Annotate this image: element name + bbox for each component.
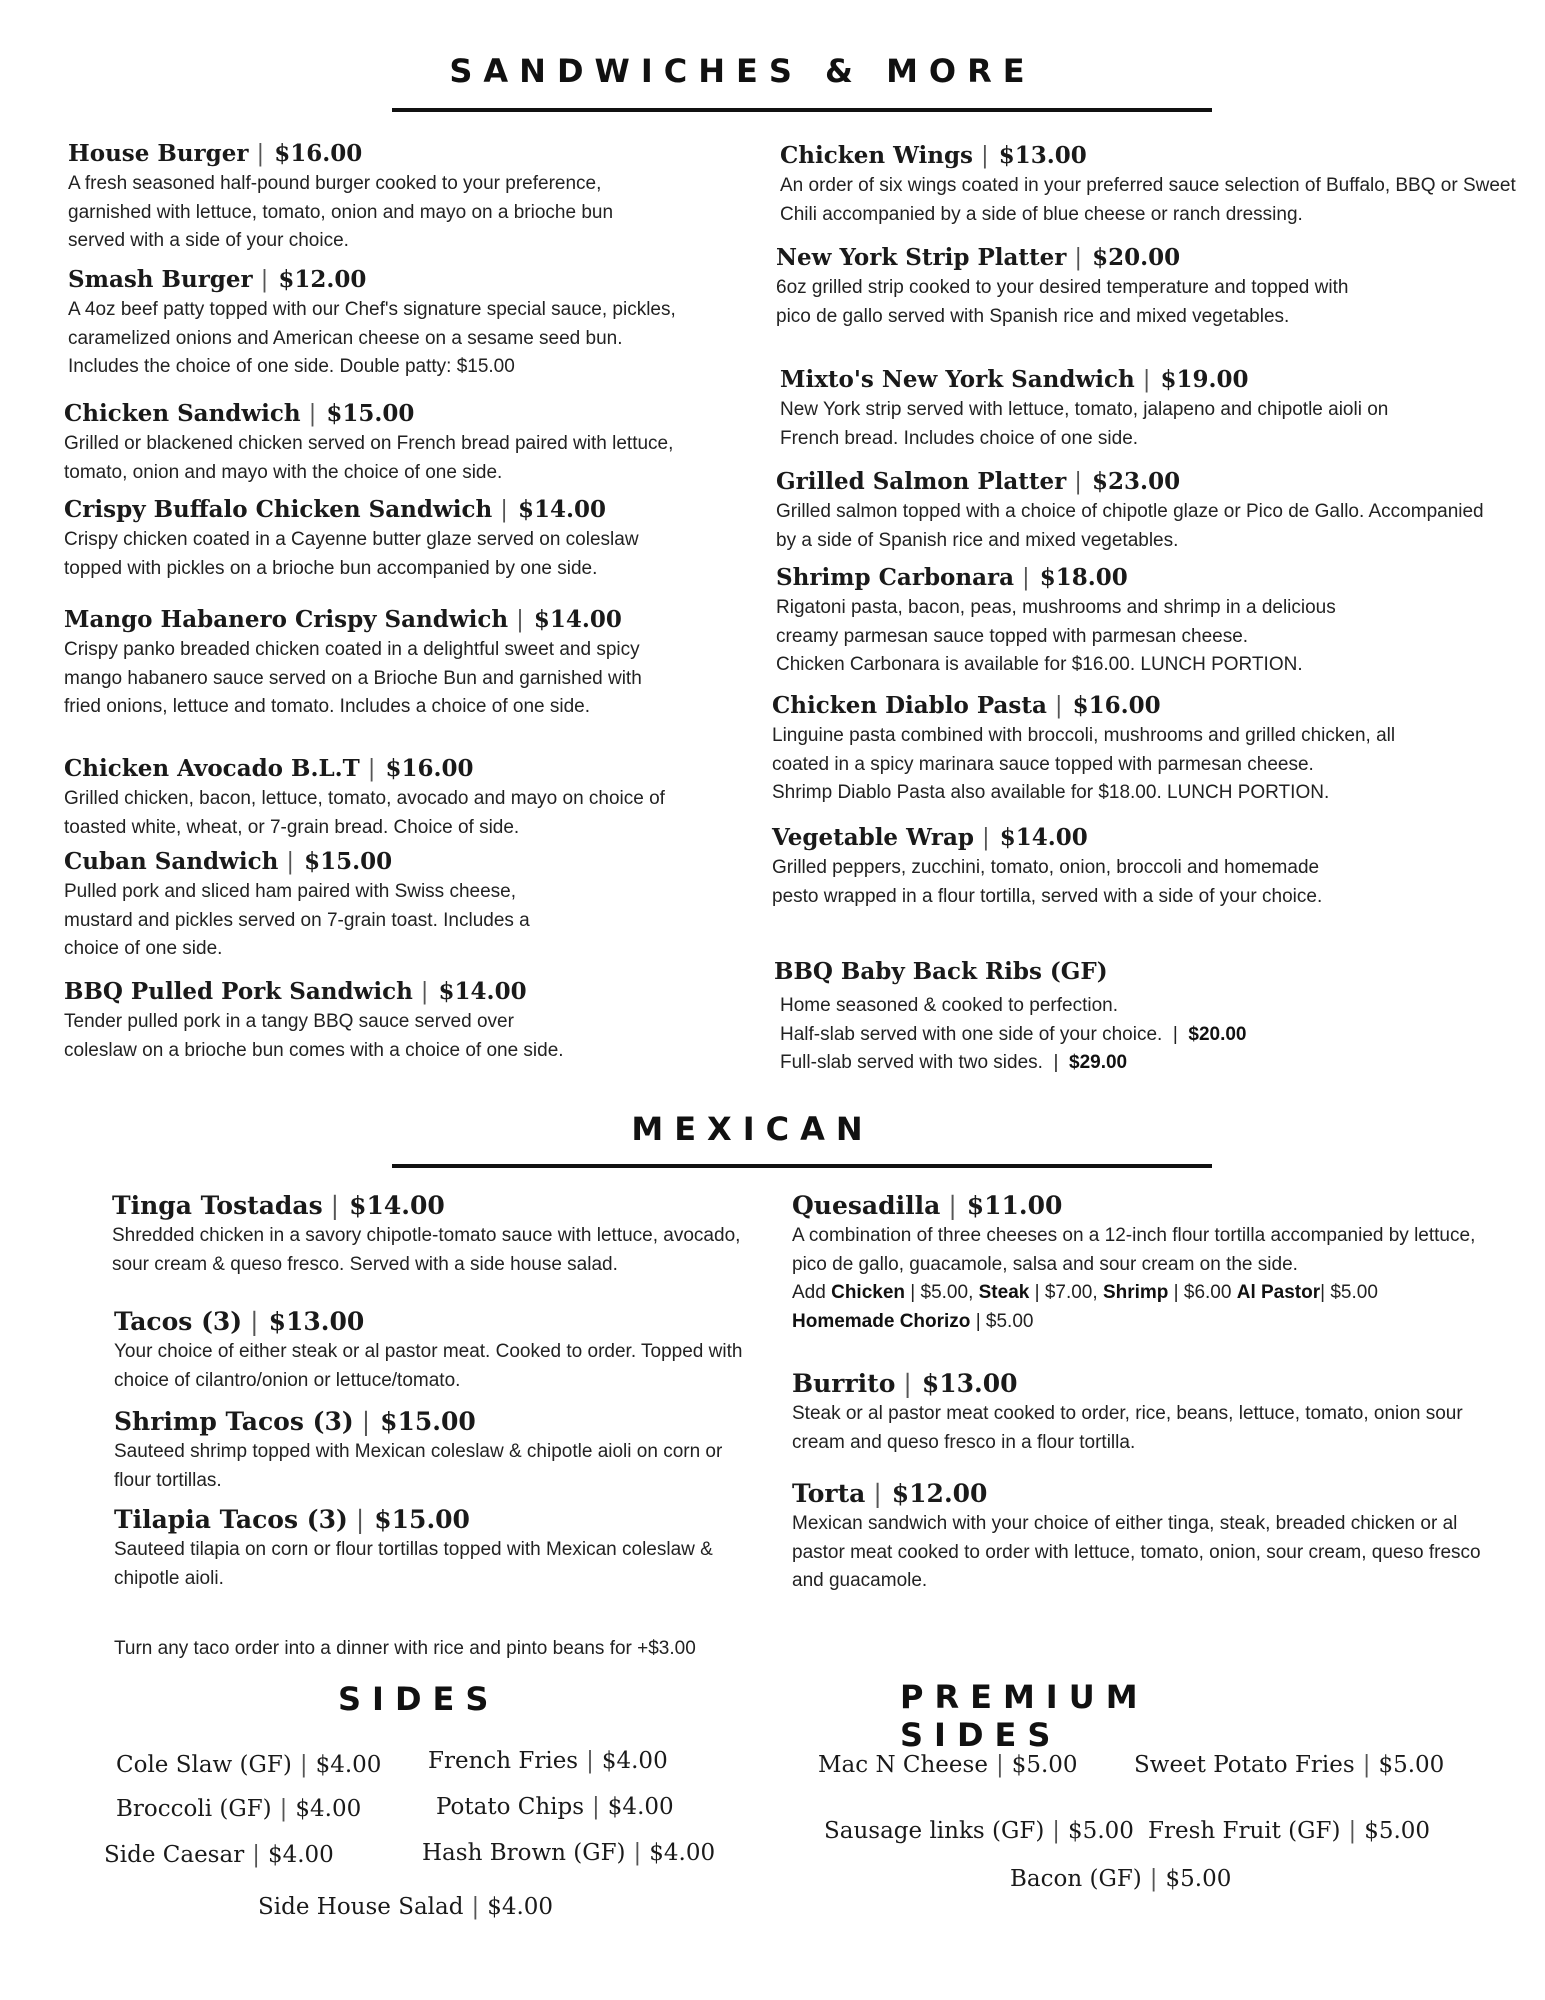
- item-price: $23.00: [1092, 468, 1181, 495]
- section-heading-mexican: MEXICAN: [631, 1110, 874, 1148]
- ribs-line-2: Half-slab served with one side of your choice. | $20.00: [780, 1023, 1247, 1045]
- menu-item-tacos: Tacos (3) | $13.00 Your choice of either steak or al pastor meat. Cooked to order. Topped with choice of cilantro/onion or lettuce/tomato.: [114, 1308, 764, 1395]
- item-name: Chicken Diablo Pasta: [772, 692, 1047, 719]
- section-divider: [392, 1164, 1212, 1168]
- item-price: $12.00: [891, 1479, 988, 1508]
- item-variant-note: Chicken Carbonara is available for $16.00. LUNCH PORTION.: [776, 654, 1303, 675]
- item-price: $15.00: [374, 1505, 470, 1534]
- item-description: Pulled pork and sliced ham paired with Swiss cheese, mustard and pickles served on 7-grain toast. Includes a choice of one side.: [64, 881, 530, 959]
- item-price: $15.00: [326, 400, 415, 427]
- item-price: $12.00: [278, 266, 367, 293]
- item-price: $14.00: [518, 496, 607, 523]
- menu-item-crispy-buffalo-chicken-sandwich: Crispy Buffalo Chicken Sandwich | $14.00 Crispy chicken coated in a Cayenne butter glaze served on coleslaw topped with pickles on a brioche bun accompanied by one side.: [64, 496, 654, 583]
- item-price: $19.00: [1160, 366, 1249, 393]
- item-price: $14.00: [533, 606, 622, 633]
- item-description-text: Rigatoni pasta, bacon, peas, mushrooms and shrimp in a delicious creamy parmesan sauce topped with parmesan cheese.: [776, 597, 1336, 647]
- menu-item-burrito: Burrito | $13.00 Steak or al pastor meat cooked to order, rice, beans, lettuce, tomato, onion sour cream and queso fresco in a flour tortilla.: [792, 1370, 1497, 1457]
- item-name: Shrimp Tacos (3): [114, 1407, 354, 1436]
- item-name: Tinga Tostadas: [112, 1191, 323, 1220]
- side-item-hash-brown: Hash Brown (GF) | $4.00: [422, 1840, 716, 1866]
- ribs-line-1: Home seasoned & cooked to perfection.: [780, 995, 1118, 1016]
- item-description: A 4oz beef patty topped with our Chef's signature special sauce, pickles, caramelized onions and American cheese on a sesame seed bun. Includes the choice of one side. Double patty: $15.00: [68, 299, 676, 377]
- menu-item-house-burger: House Burger | $16.00 A fresh seasoned half-pound burger cooked to your preference, garnished with lettuce, tomato, onion and mayo on a brioche bun served with a side of your choice.: [68, 140, 668, 256]
- side-item-side-house-salad: Side House Salad | $4.00: [258, 1894, 554, 1920]
- item-description: Crispy chicken coated in a Cayenne butter glaze served on coleslaw topped with pickles on a brioche bun accompanied by one side.: [64, 529, 639, 579]
- premium-side-mac-n-cheese: Mac N Cheese | $5.00: [818, 1752, 1078, 1778]
- item-description: Your choice of either steak or al pastor meat. Cooked to order. Topped with choice of cilantro/onion or lettuce/tomato.: [114, 1341, 743, 1391]
- menu-item-chicken-sandwich: Chicken Sandwich | $15.00 Grilled or blackened chicken served on French bread paired with lettuce, tomato, onion and mayo with the choice of one side.: [64, 400, 674, 487]
- item-description-text: A combination of three cheeses on a 12-inch flour tortilla accompanied by lettuce, pico de gallo, guacamole, salsa and sour cream on the side.: [792, 1225, 1476, 1275]
- item-description: An order of six wings coated in your preferred sauce selection of Buffalo, BBQ or Sweet Chili accompanied by a side of blue cheese or ranch dressing.: [780, 175, 1516, 225]
- item-name: Mixto's New York Sandwich: [780, 366, 1135, 393]
- item-description: New York strip served with lettuce, tomato, jalapeno and chipotle aioli on French bread. Includes choice of one side.: [780, 399, 1389, 449]
- menu-item-bbq-baby-back-ribs: [774, 958, 1474, 1078]
- side-item-french-fries: French Fries | $4.00: [428, 1748, 668, 1774]
- side-item-side-caesar: Side Caesar | $4.00: [104, 1842, 334, 1868]
- menu-item-vegetable-wrap: Vegetable Wrap | $14.00 Grilled peppers, zucchini, tomato, onion, broccoli and homemade pesto wrapped in a flour tortilla, served with a side of your choice.: [772, 824, 1352, 911]
- item-description: Sauteed shrimp topped with Mexican coleslaw & chipotle aioli on corn or flour tortillas.: [114, 1441, 723, 1491]
- item-name: Burrito: [792, 1369, 896, 1398]
- item-name: New York Strip Platter: [776, 244, 1067, 271]
- menu-item-shrimp-tacos: Shrimp Tacos (3) | $15.00 Sauteed shrimp topped with Mexican coleslaw & chipotle aioli on corn or flour tortillas.: [114, 1408, 764, 1495]
- item-description: Grilled peppers, zucchini, tomato, onion, broccoli and homemade pesto wrapped in a flour tortilla, served with a side of your choice.: [772, 857, 1323, 907]
- ribs-half-slab-price: $20.00: [1188, 1023, 1247, 1045]
- section-heading-sides: SIDES: [338, 1680, 500, 1718]
- item-description: Steak or al pastor meat cooked to order, rice, beans, lettuce, tomato, onion sour cream and queso fresco in a flour tortilla.: [792, 1403, 1463, 1453]
- section-divider: [392, 108, 1212, 112]
- item-price: $14.00: [349, 1191, 445, 1220]
- item-description: Shredded chicken in a savory chipotle-tomato sauce with lettuce, avocado, sour cream & queso fresco. Served with a side house salad.: [112, 1225, 741, 1275]
- menu-item-cuban-sandwich: Cuban Sandwich | $15.00 Pulled pork and sliced ham paired with Swiss cheese, mustard and pickles served on 7-grain toast. Includes a choice of one side.: [64, 848, 584, 964]
- item-description-text: Linguine pasta combined with broccoli, mushrooms and grilled chicken, all coated in a spicy marinara sauce topped with parmesan cheese.: [772, 725, 1396, 775]
- menu-item-chicken-avocado-blt: Chicken Avocado B.L.T | $16.00 Grilled chicken, bacon, lettuce, tomato, avocado and mayo on choice of toasted white, wheat, or 7-grain bread. Choice of side.: [64, 755, 684, 842]
- quesadilla-addons: Add Chicken | $5.00, Steak | $7.00, Shrimp | $6.00 Al Pastor| $5.00 Homemade Chorizo | $5.00: [792, 1282, 1378, 1332]
- item-name: Tacos (3): [114, 1307, 243, 1336]
- item-description: A fresh seasoned half-pound burger cooked to your preference, garnished with lettuce, tomato, onion and mayo on a brioche bun served with a side of your choice.: [68, 173, 614, 251]
- item-name: Cuban Sandwich: [64, 848, 279, 875]
- item-name: Torta: [792, 1479, 866, 1508]
- menu-item-mixtos-new-york-sandwich: Mixto's New York Sandwich | $19.00 New York strip served with lettuce, tomato, jalapeno and chipotle aioli on French bread. Includes choice of one side.: [780, 366, 1440, 453]
- item-description: 6oz grilled strip cooked to your desired temperature and topped with pico de gallo served with Spanish rice and mixed vegetables.: [776, 277, 1349, 327]
- item-price: $14.00: [438, 978, 527, 1005]
- menu-item-tinga-tostadas: Tinga Tostadas | $14.00 Shredded chicken in a savory chipotle-tomato sauce with lettuce, avocado, sour cream & queso fresco. Served with a side house salad.: [112, 1192, 762, 1279]
- item-price: $16.00: [274, 140, 363, 167]
- menu-item-bbq-pulled-pork-sandwich: BBQ Pulled Pork Sandwich | $14.00 Tender pulled pork in a tangy BBQ sauce served over coleslaw on a brioche bun comes with a choice of one side.: [64, 978, 564, 1065]
- item-price: $13.00: [921, 1369, 1018, 1398]
- premium-side-fresh-fruit: Fresh Fruit (GF) | $5.00: [1148, 1818, 1431, 1844]
- menu-item-shrimp-carbonara: Shrimp Carbonara | $18.00 Rigatoni pasta, bacon, peas, mushrooms and shrimp in a delicious creamy parmesan sauce topped with parmesan cheese. Chicken Carbonara is available for $16.00. LUNCH PORTION.: [776, 564, 1376, 680]
- menu-item-torta: Torta | $12.00 Mexican sandwich with your choice of either tinga, steak, breaded chicken or al pastor meat cooked to order with lettuce, tomato, onion, sour cream, queso fresco and guacamole.: [792, 1480, 1497, 1596]
- section-heading-sandwiches: SANDWICHES & MORE: [449, 52, 1036, 90]
- item-price: $13.00: [268, 1307, 365, 1336]
- item-description: Grilled or blackened chicken served on French bread paired with lettuce, tomato, onion and mayo with the choice of one side.: [64, 433, 674, 483]
- item-description: [772, 722, 1452, 808]
- item-description: [780, 992, 1474, 1078]
- item-description: Crispy panko breaded chicken coated in a delightful sweet and spicy mango habanero sauce served on a Brioche Bun and garnished with fried onions, lettuce and tomato. Includes a choice of one side.: [64, 639, 642, 717]
- menu-item-quesadilla: Quesadilla | $11.00 A combination of three cheeses on a 12-inch flour tortilla accompanied by lettuce, pico de gallo, guacamole, salsa and sour cream on the side. Add Chicken | $5.00, Steak | $7.00, Shrimp | $6.00 Al Pastor| $5.00 Homemade Chorizo | $5.00: [792, 1192, 1497, 1336]
- item-name: Smash Burger: [68, 266, 253, 293]
- section-heading-premium-sides: PREMIUM SIDES: [900, 1678, 1149, 1754]
- item-name: Chicken Avocado B.L.T: [64, 755, 360, 782]
- item-price: $16.00: [1072, 692, 1161, 719]
- item-name: Chicken Wings: [780, 142, 973, 169]
- menu-item-new-york-strip-platter: New York Strip Platter | $20.00 6oz grilled strip cooked to your desired temperature and topped with pico de gallo served with Spanish rice and mixed vegetables.: [776, 244, 1356, 331]
- ribs-full-slab-price: $29.00: [1069, 1052, 1128, 1073]
- item-description: Grilled chicken, bacon, lettuce, tomato, avocado and mayo on choice of toasted white, wheat, or 7-grain bread. Choice of side.: [64, 788, 665, 838]
- item-name: Quesadilla: [792, 1191, 941, 1220]
- item-price: $20.00: [1092, 244, 1181, 271]
- menu-item-mango-habanero-crispy-sandwich: Mango Habanero Crispy Sandwich | $14.00 Crispy panko breaded chicken coated in a delightful sweet and spicy mango habanero sauce served on a Brioche Bun and garnished with fried onions, lettuce and tomato. Includes a choice of one side.: [64, 606, 654, 722]
- ribs-line-3: Full-slab served with two sides. | $29.00: [780, 1052, 1128, 1073]
- item-price: $15.00: [380, 1407, 476, 1436]
- side-item-potato-chips: Potato Chips | $4.00: [436, 1794, 674, 1820]
- item-name: Chicken Sandwich: [64, 400, 301, 427]
- item-name: Vegetable Wrap: [772, 824, 974, 851]
- item-price: $13.00: [998, 142, 1087, 169]
- menu-item-tilapia-tacos: Tilapia Tacos (3) | $15.00 Sauteed tilapia on corn or flour tortillas topped with Mexican coleslaw & chipotle aioli.: [114, 1506, 764, 1593]
- item-name: Mango Habanero Crispy Sandwich: [64, 606, 509, 633]
- item-description: Grilled salmon topped with a choice of chipotle glaze or Pico de Gallo. Accompanied by a side of Spanish rice and mixed vegetables.: [776, 501, 1484, 551]
- premium-side-bacon: Bacon (GF) | $5.00: [1010, 1866, 1232, 1892]
- menu-item-chicken-diablo-pasta: Chicken Diablo Pasta | $16.00 Linguine pasta combined with broccoli, mushrooms and grilled chicken, all coated in a spicy marinara sauce topped with parmesan cheese. Shrimp Diablo Pasta also available for $18.00. LUNCH PORTION.: [772, 692, 1452, 808]
- item-name: BBQ Pulled Pork Sandwich: [64, 978, 413, 1005]
- item-description: [792, 1222, 1497, 1336]
- side-item-broccoli: Broccoli (GF) | $4.00: [116, 1796, 362, 1822]
- item-price: $11.00: [966, 1191, 1063, 1220]
- item-name: Shrimp Carbonara: [776, 564, 1015, 591]
- premium-side-sausage-links: Sausage links (GF) | $5.00: [824, 1818, 1134, 1844]
- item-name: Crispy Buffalo Chicken Sandwich: [64, 496, 493, 523]
- item-price: $16.00: [385, 755, 474, 782]
- item-name: House Burger: [68, 140, 249, 167]
- taco-dinner-note: Turn any taco order into a dinner with rice and pinto beans for +$3.00: [114, 1638, 696, 1659]
- item-description: Sauteed tilapia on corn or flour tortillas topped with Mexican coleslaw & chipotle aioli.: [114, 1539, 713, 1589]
- menu-item-grilled-salmon-platter: Grilled Salmon Platter | $23.00 Grilled salmon topped with a choice of chipotle glaze or Pico de Gallo. Accompanied by a side of Spanish rice and mixed vegetables.: [776, 468, 1496, 555]
- item-price: $18.00: [1039, 564, 1128, 591]
- menu-item-smash-burger: Smash Burger | $12.00 A 4oz beef patty topped with our Chef's signature special sauce, pickles, caramelized onions and American cheese on a sesame seed bun. Includes the choice of one side. Double patty: $15.00: [68, 266, 680, 382]
- item-description: [776, 594, 1376, 680]
- item-description: Tender pulled pork in a tangy BBQ sauce served over coleslaw on a brioche bun comes with a choice of one side.: [64, 1011, 564, 1061]
- item-name: Tilapia Tacos (3): [114, 1505, 348, 1534]
- item-name: BBQ Baby Back Ribs (GF): [774, 958, 1108, 985]
- side-item-cole-slaw: Cole Slaw (GF) | $4.00: [116, 1752, 382, 1778]
- menu-item-chicken-wings: Chicken Wings | $13.00 An order of six wings coated in your preferred sauce selection of Buffalo, BBQ or Sweet Chili accompanied by a side of blue cheese or ranch dressing.: [780, 142, 1525, 229]
- item-description: Mexican sandwich with your choice of either tinga, steak, breaded chicken or al pastor meat cooked to order with lettuce, tomato, onion, sour cream, queso fresco and guacamole.: [792, 1513, 1481, 1591]
- item-price: $15.00: [304, 848, 393, 875]
- item-variant-note: Shrimp Diablo Pasta also available for $18.00. LUNCH PORTION.: [772, 782, 1330, 803]
- premium-side-sweet-potato-fries: Sweet Potato Fries | $5.00: [1134, 1752, 1445, 1778]
- item-name: Grilled Salmon Platter: [776, 468, 1067, 495]
- item-price: $14.00: [999, 824, 1088, 851]
